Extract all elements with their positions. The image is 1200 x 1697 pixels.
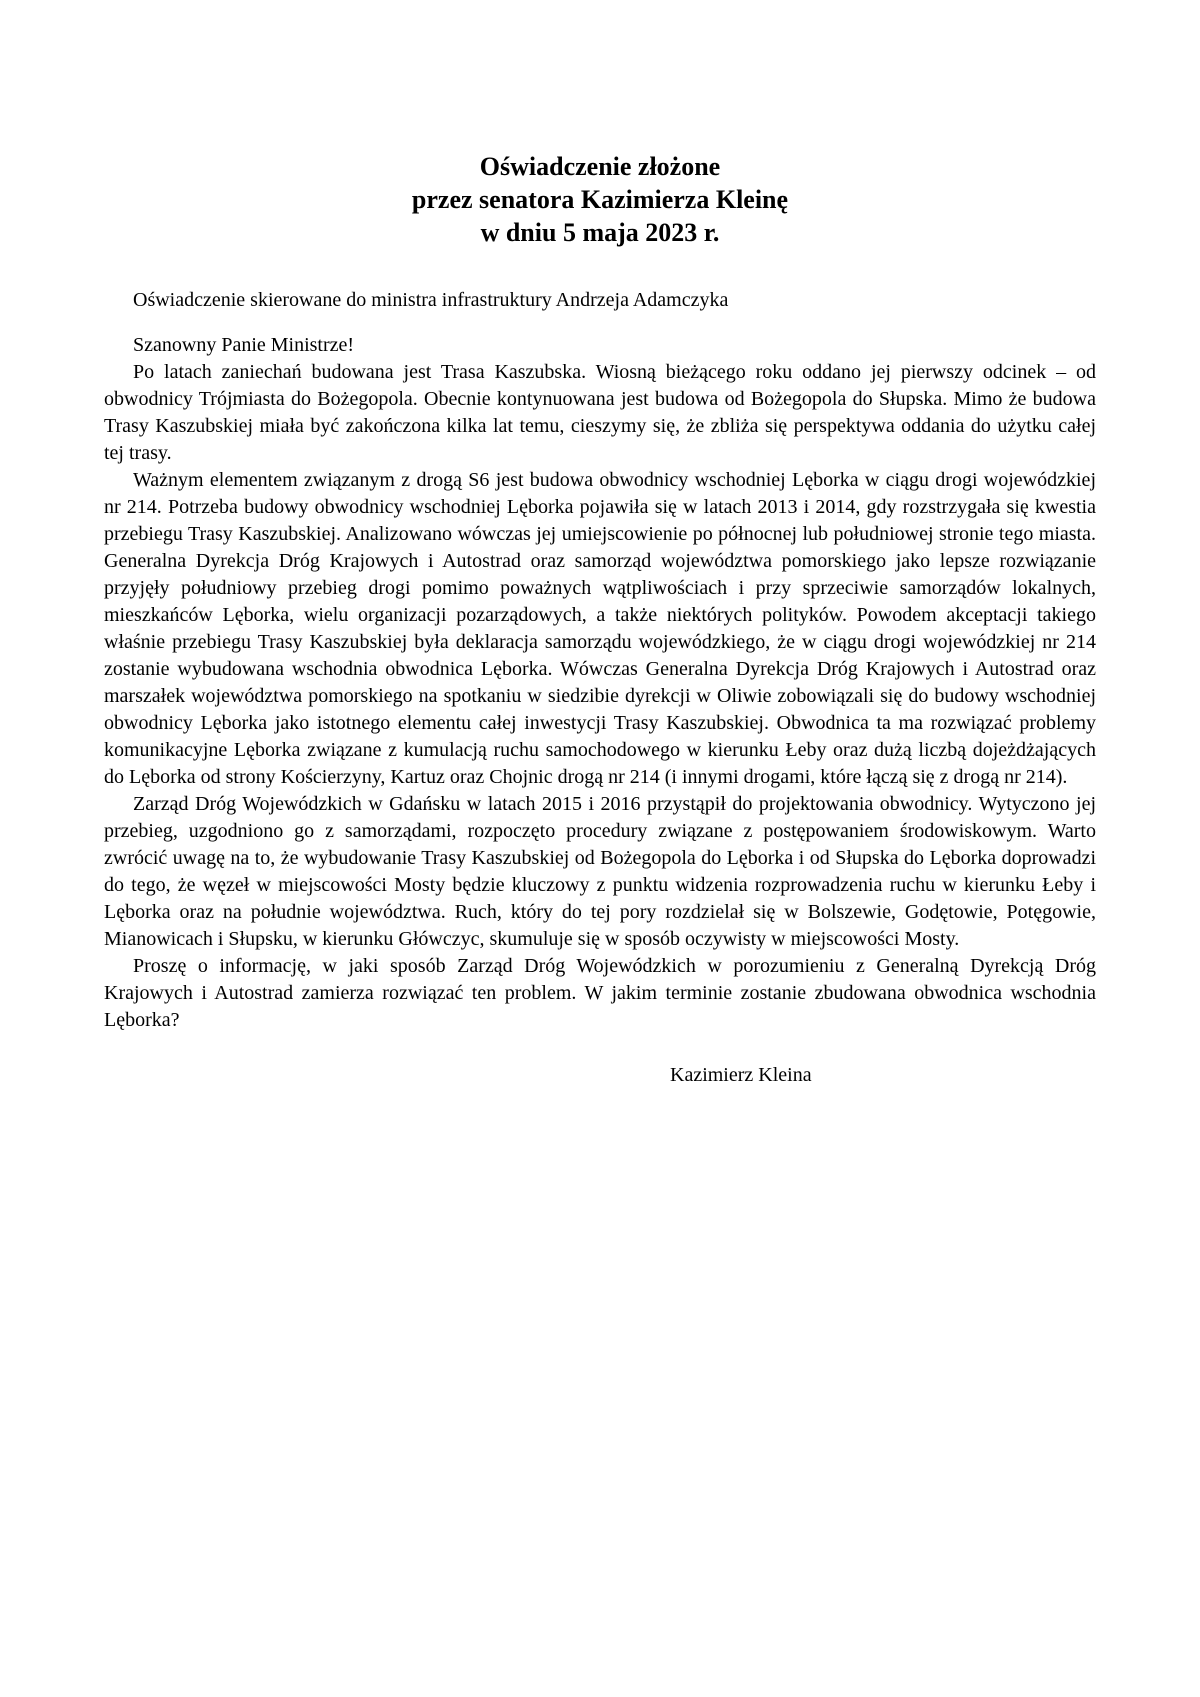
- paragraph-2: Ważnym elementem związanym z drogą S6 jest budowa obwodnicy wschodniej Lęborka w ciągu drogi wojewódzkiej nr 214. Potrzeba budowy obwodnicy wschodniej Lęborka pojawiła się w latach 2013 i 2014, gdy rozstrzygała się kwestia przebiegu Trasy Kaszubskiej. Analizowano wówczas jej umiejscowienie po północnej lub południowej stronie tego miasta. Generalna Dyrekcja Dróg Krajowych i Autostrad oraz samorząd województwa pomorskiego jako lepsze rozwiązanie przyjęły południowy przebieg drogi pomimo poważnych wątpliwościach i przy sprzeciwie samorządów lokalnych, mieszkańców Lęborka, wielu organizacji pozarządowych, a także niektórych polityków. Powodem akceptacji takiego właśnie przebiegu Trasy Kaszubskiej była deklaracja samorządu wojewódzkiego, że w ciągu drogi wojewódzkiej nr 214 zostanie wybudowana wschodnia obwodnica Lęborka. Wówczas Generalna Dyrekcja Dróg Krajowych i Autostrad oraz marszałek województwa pomorskiego na spotkaniu w siedzibie dyrekcji w Oliwie zobowiązali się do budowy wschodniej obwodnicy Lęborka jako istotnego elementu całej inwestycji Trasy Kaszubskiej. Obwodnica ta ma rozwiązać problemy komunikacyjne Lęborka związane z kumulacją ruchu samochodowego w kierunku Łeby oraz dużą liczbą dojeżdżających do Lęborka od strony Kościerzyny, Kartuz oraz Chojnic drogą nr 214 (i innymi drogami, które łączą się z drogą nr 214).: [104, 469, 1096, 788]
- document-content: [104, 150, 1096, 1089]
- paragraph-1: Po latach zaniechań budowana jest Trasa Kaszubska. Wiosną bieżącego roku oddano jej pierwszy odcinek – od obwodnicy Trójmiasta do Bożegopola. Obecnie kontynuowana jest budowa od Bożegopola do Słupska. Mimo że budowa Trasy Kaszubskiej miała być zakończona kilka lat temu, cieszymy się, że zbliża się perspektywa oddania do użytku całej tej trasy.: [104, 361, 1096, 464]
- paragraph-3: Zarząd Dróg Wojewódzkich w Gdańsku w latach 2015 i 2016 przystąpił do projektowania obwodnicy. Wytyczono jej przebieg, uzgodniono go z samorządami, rozpoczęto procedury związane z postępowaniem środowiskowym. Warto zwrócić uwagę na to, że wybudowanie Trasy Kaszubskiej od Bożegopola do Lęborka i od Słupska do Lęborka doprowadzi do tego, że węzeł w miejscowości Mosty będzie kluczowy z punktu widzenia rozprowadzenia ruchu w kierunku Łeby i Lęborka oraz na południe województwa. Ruch, który do tej pory rozdzielał się w Bolszewie, Godętowie, Potęgowie, Mianowicach i Słupsku, w kierunku Główczyc, skumuluje się w sposób oczywisty w miejscowości Mosty.: [104, 793, 1096, 950]
- signature: Kazimierz Kleina: [670, 1064, 812, 1086]
- document-title-line-2: przez senatora Kazimierza Kleinę: [411, 185, 789, 214]
- document-title-line-1: Oświadczenie złożone: [479, 152, 721, 181]
- document-title: [104, 150, 1096, 249]
- salutation: Szanowny Panie Ministrze!: [133, 334, 355, 356]
- paragraph-4: Proszę o informację, w jaki sposób Zarząd Dróg Wojewódzkich w porozumieniu z Generalną Dyrekcją Dróg Krajowych i Autostrad zamierza rozwiązać ten problem. W jakim terminie zostanie zbudowana obwodnica wschodnia Lęborka?: [104, 955, 1096, 1031]
- document-title-line-3: w dniu 5 maja 2023 r.: [480, 218, 720, 247]
- statement-body: [104, 332, 1096, 1034]
- addressee-line: Oświadczenie skierowane do ministra infrastruktury Andrzeja Adamczyka: [133, 289, 729, 311]
